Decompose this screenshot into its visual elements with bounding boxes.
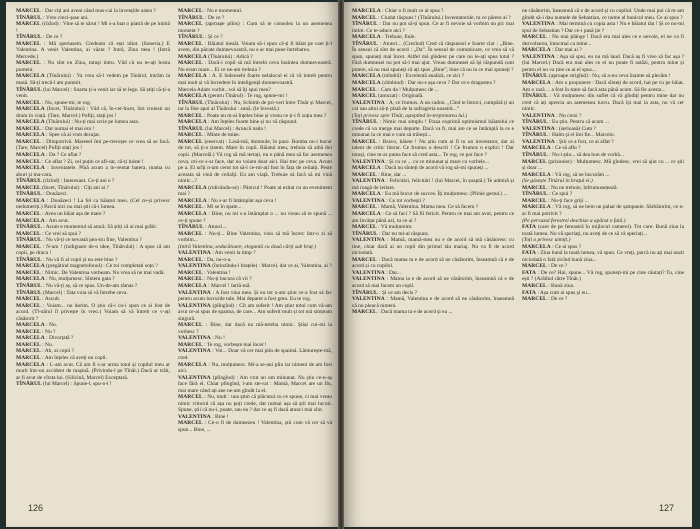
- dialogue-line: MARCEL (aproape plîns) : Cum să te consolez la un asemenea moment ?: [178, 21, 332, 34]
- dialogue-line: MARCELA : Nu s-ar fi întâmplat așa ceva !: [178, 197, 277, 204]
- dialogue-line: MARCELA : Eu mă bucur de succes. Îți mulțumesc. (Plinie gestul.) ...: [352, 191, 508, 198]
- dialogue-line: MARCELA (ridicându-se) : Pânicul ! Poate ai ezitat cu un eveniment mai ?: [178, 184, 332, 198]
- dialogue-line: TÎNĂRUL : De ce ?: [16, 34, 63, 41]
- dialogue-line: MARCEL : N-am ! (indignare de-o idee, Tînărului) : A spus că am copii, pe dracu !: [16, 243, 170, 257]
- dialogue-line: MARCEL : Ce vrei să spui ?: [16, 230, 81, 237]
- dialogue-line: VALENTINA : Ce tot vorbești ?: [352, 197, 425, 204]
- dialogue-line: MARCEL : Nu e momentul.: [178, 8, 243, 14]
- dialogue-line: MARCEL : Te rog, vorbește mai încet !: [178, 341, 267, 348]
- dialogue-line: MARCEL : Nu, mult : una știm că plăcutul cu ce spune, ci mai vreau nimic viitorul că așa nu poți crede, dar numai așa să știi mai lucrul. Spune, știi că nu-i, poate, sau eu ? dar ce aș fi dacă atunci mai sînt.: [178, 394, 332, 414]
- dialogue-line: MARCELA (mîndră) : Excelentă analiză, ce zici ?: [352, 73, 465, 80]
- dialogue-line: MARCEL : De ce ?: [522, 296, 568, 303]
- right-page-columns: [352, 8, 684, 498]
- dialogue-line: MARCEL : Nu ne trebuie, înfrumusețează.: [522, 184, 618, 191]
- dialogue-line: MARCEL : Ah, ai copii ?: [16, 348, 75, 355]
- dialogue-line: MARCEL : Dacă-i copil să mă întrebi ceva înaintea dumnevoastră. Nu eram mare... Ei ce ne-am trebuia ?: [178, 60, 332, 73]
- dialogue-line: MARCELA : Nu.: [16, 322, 58, 329]
- dialogue-line: TÎNĂRUL (Marcel) : Tata voia să vă întrebe ceva.: [16, 289, 128, 296]
- dialogue-line: VALENTINA : A, ce frumos. A un cadou. „Cînd te întorci, cumpără ți un cal sau altul să-ți plată de la sufrageria noastră...”: [352, 99, 514, 113]
- dialogue-line: MARCEL : Nu.: [16, 341, 54, 348]
- dialogue-line: MARCEL : Nu ?: [16, 328, 56, 335]
- dialogue-line: MARCEL : Mamă, Valentina. Mama mea. Ce să facem ?: [352, 204, 479, 211]
- dialogue-line: TÎNĂRUL : Nu vă-ți aș, să ce spus. Un-de-am rămas ?: [16, 282, 138, 289]
- dialogue-line: MARCEL : Avea un băiat așa de mare ?: [16, 210, 106, 217]
- dialogue-line: MARCEL : Nimic. De Valentina vorbeam. Nu vrea să ne mai vadă.: [16, 269, 165, 276]
- dialogue-line: TÎNĂRUL : Vreo cinci-șase ani.: [16, 14, 89, 21]
- dialogue-line: MARCELA : Trebuie, fiule.: [352, 34, 416, 41]
- dialogue-line: TÎNĂRUL (aproape strigînd) : Nu, să a-nu ceva înainte să plecăm !: [522, 73, 671, 80]
- dialogue-line: (Pe pervazul ferestrei deschise a apărut o fată.): [522, 217, 626, 224]
- dialogue-line: VALENTINA : Felicitări, felicitări ! (lui Marcel, în șoaptă.) Te admiră și mă roagă de iertare.: [352, 178, 514, 191]
- dialogue-line: MARCEL : Ascult.: [16, 296, 61, 303]
- dialogue-line: VALENTINA : A fost vina mea. Și eu tot n-am știut ce-a fost să fac pentru acum lucrurile tale. Mai departe a fost greu. Eu te rog.: [178, 289, 332, 303]
- dialogue-line: (Intră Valentina, seducătoare, elegantă cu două cărți sub braț.): [178, 243, 316, 250]
- dialogue-line: MARCEL : Am înțeles că aveți un copil.: [16, 354, 107, 361]
- dialogue-line: MARCELA : A. E îndeosebi foarte nelalocul ei că vă intreb pentru mai mult și vă încredere în inteligență dumnevoastră.: [178, 73, 332, 87]
- dialogue-line: TÎNĂRUL : Eu știu. Pentru că acum ...: [522, 119, 609, 126]
- dialogue-line: FATA : Așa cum ai spus și eu...: [522, 289, 591, 296]
- dialogue-line: TÎNĂRUL : De ce ?: [178, 14, 225, 21]
- dialogue-line: Marcela Adam vorbit...voi să îți spui meu?: [178, 86, 271, 93]
- dialogue-line: TÎNĂRUL : Ce spui ?: [522, 191, 573, 198]
- dialogue-line: VALENTINA : Așa să spui, eu nu mă laud. Dacă aș fi vreo să fac așa ? (lui Marcel.) Dacă era mai ales ce el nu poate fi astăzi, pentru mine și pentru el nu va ține ce ai el spus...: [522, 53, 684, 73]
- dialogue-line: MARCELA : Vă rog, să ne bucurăm ...: [522, 171, 610, 178]
- dialogue-line: MARCELA : Nu, mulțumesc. Sîntem gata ?: [16, 276, 115, 283]
- dialogue-line: MARCELA : Vă rog, să ne bem un pahar de șampanie. Sărbătorim, ce n-ar fi mai potrivit ?: [522, 204, 684, 217]
- dialogue-line: TÎNĂRUL : Acum e momentul să atacă. Să știți că ai mai grăbi.: [16, 224, 158, 231]
- dialogue-line: MARCEL : Bine, dar dacă nu mă-ntreba nimic. Știai cui-mi ia vorbesc ?: [178, 322, 332, 335]
- dialogue-line: TÎNĂRUL (lui Marcel) : Soarta ți-a venit iar să te lege. Să știți că-ți-a venit.: [16, 86, 170, 100]
- dialogue-line: FATA : Ziua bună la toată lumea, vă spun. Ce vreți, parcă nu ați mai auzit niciodată o fată zicînd bună ziua...: [522, 250, 684, 263]
- dialogue-line: MARCELA : Divorțată ?: [16, 335, 74, 342]
- dialogue-line: MARCEL (enervat) : Lasă-mă, domnule, în pace. Bomba nu-i bucur de tot, să ți-o ținem. Mare în copii. Băiatul meu, trebuia să aibă doi copii. (Marcelă.) Vă rog să mă iertați, nu e până mea să fac asemenea ceva, ori-ce s-ar face, dar nu voiam doar aici. Hai trec pe ceva. Acum pe a. El urîți n-am cerut tot să-l ce-mi-ați fost în fața de ceilalți. Peste aceasta să vină de ceilalți. Eu am viață. Trebuie să facă să mi vină nimic...?: [178, 138, 332, 185]
- dialogue-line: TÎNĂRUL : Nu vă fi al copii și nu este bine ?: [16, 256, 118, 263]
- dialogue-line: VALENTINA : Mamă, Valentina e de acord să ne căsătorim, înseamnă că nu pleacă nimeni.: [352, 296, 514, 309]
- dialogue-line: TÎNĂRUL (rîzînd) : Interesant. Ce-ți ani e ?: [16, 178, 115, 185]
- dialogue-line: MARCEL (rîzînd) : Vine să te sărut ! Mi s-a luat o piatră de pe inimă !: [16, 21, 170, 34]
- dialogue-line: MARCEL : Băiatul inesăi. Voiam să-i spun că-ți fi băiat pe care ți-l avem, din păcate dumnevoastră, nu s-ar mai pune întrebarea.: [178, 40, 332, 54]
- dialogue-line: VALENTINA : Mamă, mamă-mea nu e de acord să mă căsătoresc cu tine, chiar dacă ai un copil din primul tău mariaj. Nu va fi de acord niciodată.: [352, 237, 514, 257]
- dialogue-line: MARCELA : L-am avut. Că am fi s-ar urma totul și copilul meu ar murit într-un accident de mașină. (Privindu-l pe Tînăr.) Dacă ar trăit, ar fi avut de vîrsta lui. (Silicină, Marcel) Exceptară.: [16, 361, 170, 381]
- dialogue-line: MARCEL : Nu-ți bucura că vii ?: [178, 276, 252, 283]
- dialogue-line: MARCEL : Da, nu-o-a.: [178, 256, 232, 263]
- dialogue-line: MARCELA : Dar mai ai ?: [522, 47, 582, 54]
- dialogue-line: TÎNĂRUL : Vă mulțumesc din suflet că vă gîndiți pentru mine dar nu cred că ați aprecia un asemenea lucru. Dacă își mai ia asta, nu vă cer nimic.: [522, 93, 684, 113]
- dialogue-line: ne căsătorim, înseamnă că e de acord și cu copilul. Unde mai pui că m-am gîndit să-i dau numele de Sebastian, ce nume al bunicul meu. Ce ai spus ?: [522, 8, 684, 21]
- dialogue-line: VALENTINA : Mama ta e de acord să ne căsătorim, înseamnă că e de acord să mai facem un copil.: [352, 276, 514, 289]
- dialogue-line: MARCEL : Ce-o fi de dumnezeu ! Valentina, știi cum vă cer să vă spun... Bine, ...: [178, 420, 332, 433]
- dialogue-line: VALENTINA : Știi ce a fost, ce ai aflat ?: [522, 138, 614, 145]
- dialogue-line: VALENTINA (plîngînd) : Am vrut un om minunat. Nu știu ce-n-aș face fără el. Chiar plîngînd, l-am ste-rat : Mamă, Marcel are un fiu, mai mare când ați ane ne-am gîndit la el.: [178, 374, 332, 394]
- dialogue-line: MARCELA : Spee că ai vom decajat.: [16, 132, 101, 139]
- dialogue-line: MARCEL : Cam da ! Mulțumesc de ...: [352, 86, 439, 93]
- page-number-left: 126: [28, 503, 44, 513]
- dialogue-line: MARCELA (Incet, Tînărului) : Văd că, în-cet-încet, îmi croiesti un drum în viață. (Tare, Marcel.) Pofiți, stați jos !: [16, 106, 170, 119]
- dialogue-line: MARCEL (Incet, Tînărului) : Cîți ani ai ?: [16, 184, 109, 191]
- dialogue-line: TÎNĂRUL : Și ce ?: [178, 34, 223, 41]
- dialogue-line: VALENTINA : Voi... Doar vă cer mai plin de spaimă. Lămurește-mă, cred.: [178, 348, 332, 361]
- dialogue-line: MARCELA : Marcel ! Iartă-mă.: [178, 282, 251, 289]
- dialogue-line: MARCEL : Dimpotrivă. Mareeel îmi pe-trecește ce vrea să se facă. (Tare, Marcel) Pofiți stați jos !: [16, 138, 170, 152]
- dialogue-line: MARCELA : Chiar o fi mult ce ai spus ?: [352, 8, 444, 14]
- dialogue-line: (Toți privesc spre Tînăr, așteptînd in-terpretarea lui.): [352, 112, 468, 119]
- dialogue-line: TÎNĂRUL : Nu-i știu... să dea bun de vorbă...: [522, 152, 624, 159]
- dialogue-line: MARCELA (pregătind magnetofonul) : Ce toi completati soțo ?: [16, 263, 158, 270]
- dialogue-line: MARCEL : Vă mulțumim.: [352, 224, 413, 231]
- dialogue-line: MARCEL : Nu mai plânge ! Dacă era mai ales ce e nevoie, el ne va fi dezvoltarea, întocmai ca mine...: [522, 34, 684, 47]
- left-page-column-2: [178, 8, 332, 498]
- dialogue-line: MARCEL : Nu sînt eu Zina, tutuși intru. Văd că nu te-ați bosta pumeni.: [16, 60, 170, 73]
- dialogue-line: MARCEL : Dacă mama ta e de acord să ne căsătorim, înseamnă că e de acord și cu copilul.: [352, 256, 514, 270]
- dialogue-line: TÎNĂRUL : Douăzeci.: [16, 191, 68, 198]
- dialogue-line: MARCEL : Bine, dar ...: [352, 171, 407, 178]
- dialogue-line: TÎNĂRUL : Halm și el îmi fie... Marcelo.: [522, 132, 615, 139]
- dialogue-line: MARCELA : Inventatele. Pînă acum a in-ventat batera, mama cu aburi și ma-cara.: [16, 165, 170, 178]
- right-page-column-2: [522, 8, 684, 498]
- left-page-columns: [16, 8, 332, 498]
- dialogue-line: MARCEL : Nu, spune-mi, te rog.: [16, 99, 92, 106]
- dialogue-line: MARCELA : Am avut.: [16, 217, 69, 224]
- dialogue-line: MARCEL : Poate nu m-ai înțeles bine și vreau ce ți-i fi soția mea ?: [178, 112, 327, 119]
- dialogue-line: MARCEL (amuzat) : Originală.: [352, 93, 424, 100]
- dialogue-line: VALENTINA : Nu !: [178, 335, 225, 342]
- dialogue-line: MARCELA (Tînărului) : Va vrea să-l vedem pe Tinărul, intrăm la masă. Să-ți trecă-l am pumnit.: [16, 73, 170, 87]
- dialogue-line: TÎNĂRUL : Dar nu pot să-ți spun. Ce ar fi nevoie să vorbim un pic mai intim. Ce te-aduce aici ?: [352, 21, 514, 34]
- dialogue-line: TÎNĂRUL (lui Marcel) : Spune-l, spu-n-l !: [16, 381, 112, 388]
- dialogue-line: TÎNĂRUL (lui Marcel) : Aruncă nada !: [178, 125, 266, 132]
- dialogue-line: MARCEL : Mă speriasem. Credeam că ești idiot. (Soneria.) E Valentina. A venit Valentina, ai văzut ? Intră, Zina mea ! (Intră Mercede.): [16, 40, 170, 60]
- dialogue-line: VALENTINA : Și cu ce ... cu ce minunat și mare cu vorbele...: [352, 158, 490, 165]
- dialogue-line: MARCELA : Am o propunere : Dacă sînteți de acord, hai pe cu pe băiat. Am o rază ... a fost în stare să facă asta până acum. Să fie acesta...: [522, 80, 684, 93]
- dialogue-line: MARCELA : Nu, mulțumesc. Mi-a se-ani plin iar nimeni de am fost aici.: [178, 361, 332, 375]
- dialogue-line: MARCELA (Tînărului) : Nu-ți mai scrie pe lumea asta.: [16, 119, 140, 126]
- page-number-right: 127: [658, 503, 674, 513]
- left-page-column-1: [16, 8, 170, 498]
- dialogue-line: TÎNĂRUL (Tînărului) : Nu, Schimb de pri-veri între Tînăr și Marcel, iar la fine apoi al Tînărului : sună. (le învestă.): [178, 99, 332, 113]
- dialogue-line: MARCELA (Tînărului) : Adică ?: [178, 53, 253, 60]
- left-page: [6, 2, 338, 527]
- dialogue-line: VALENTINA : Am venit la timp ?: [178, 250, 256, 257]
- dialogue-line: MARCEL : Nu-ți face griji ...: [522, 197, 589, 204]
- dialogue-line: MARCEL : Bravo, băiete ! Nu știu cum ai fi tu un inventator, dar ai talent de critic literar. Ce frumos o descrii ! Ce frumos o explici ! Dar totuși, cine m-ar putea face să cred asta... Te rog, ce pot face ?: [352, 138, 514, 159]
- right-page-column-1: [352, 8, 514, 498]
- dialogue-line: MARCEL : Valentina !: [178, 269, 231, 276]
- dialogue-line: MARCEL : Ciudat răspuns ! (Tînărului.) Inventatorule, tu ce părere ai ?: [352, 14, 511, 21]
- dialogue-line: MARCELA : Am înțeles foarte bine și nu vă răspund.: [178, 119, 298, 126]
- dialogue-line: MARCEL : De ce ?: [522, 263, 568, 270]
- dialogue-line: MARCELA : Da ? Ce aflat ?: [16, 152, 82, 159]
- dialogue-line: (Toți o privesc uimiți.): [522, 237, 571, 244]
- dialogue-line: TÎNĂRUL : Și ce am decis ?: [352, 289, 418, 296]
- dialogue-line: VALENTINA : Nu crezi ?: [522, 112, 582, 119]
- dialogue-line: FATA : De ce? Hai, spune... Vă rog, spuneți-mi pe cine căutați? Tu, cine ești ? (Arătînd către Tînăr.): [522, 269, 684, 283]
- dialogue-line: MARCEL : Dacă mama ta e de acord și ea ...: [352, 309, 453, 316]
- dialogue-line: MARCEL : Dar ciți ani aveai când mus-cai la invențiile astea ?: [16, 8, 156, 14]
- dialogue-line: MARCEL : Minte de mine.: [178, 132, 241, 139]
- dialogue-line: MARCEL : Mi se în spate...: [178, 204, 242, 211]
- dialogue-line: TÎNĂRUL : Nu vă-ți ce nevastă pen-tru fine, Valentina ?: [16, 237, 142, 244]
- dialogue-line: MARCEL : Bună ziua.: [522, 282, 575, 289]
- dialogue-line: MARCEL : Nu-ți... Bine Valentina, vino să mă încerc într-o zi să vorbim...: [178, 230, 332, 244]
- dialogue-line: TÎNĂRUL : Atunci... (Crezînd) Cred că răspunsul e foarte clar : „Bine. În sensul că sînt de acord : „Da”. În sensul de comunicare, ce vrea să vă spun, spuneți mai încet. Altfel mă gîndesc pe care nu le-ați spus totul ? Fără dumneaei nu pot să-l mai ajut. Vreau dumneaei să își răspundă cum putem, să nu mai spuneți că ați spus „Bine”, bine că nu la ce mai spuneți ?: [352, 40, 514, 73]
- dialogue-line: VALENTINA : (serioasă) Cum ?: [522, 125, 596, 132]
- dialogue-line: MARCELA : Ce să aflu ?: [522, 145, 581, 152]
- dialogue-line: VALENTINA : Dar...: [352, 269, 401, 276]
- dialogue-line: MARCELA : Ce ai spus ?: [522, 243, 582, 250]
- dialogue-line: FATA (care de pe fereastră în mijlocul camerei). Tot care: Bună ziua la toată lumea. Nu vă speriați, nu aveți de ce să vă speriați...: [522, 224, 684, 237]
- dialogue-line: (Se găsește Tînărul în brațul ei.): [522, 178, 593, 185]
- dialogue-line: TÎNĂRUL : Atunci...: [178, 224, 227, 231]
- dialogue-line: MARCEL : Voiam... nu dorim. O știu că-i cu-i spun ce ai fost de acord. (Tî-nărul îl privește în vreo.) Voiam să vă întreb ce v-ați căsătorit ?: [16, 302, 170, 322]
- dialogue-line: MARCELA : Bine, nu mi s-a întâmplat o ... nu vreau să te spună ... ce-ți spune ?: [178, 210, 332, 224]
- dialogue-line: MARCELA : Ce să faci ? Să fii fericit. Pentru ce mai am avut, pentru ce am învățat până azi, tu ce ai ?: [352, 210, 514, 224]
- dialogue-line: MARCEL : Ce aflat ? Zi, cel puțin ce afl-sat, că-ți luiste !: [16, 158, 144, 165]
- dialogue-line: VALENTINA : Bine !: [178, 413, 229, 420]
- dialogue-line: VALENTINA : Mai termină cu copia asta ! Nu e băiatul tău ! Și ce nu-mi spui de Sebastian ? Dar ce-i pasă ție ?: [522, 21, 684, 34]
- dialogue-line: MARCELA : Dacă nu sînteți de acord vă rog să-mi spuneți ...: [352, 165, 489, 172]
- dialogue-line: TÎNĂRUL : Nimic mai simplu ! Fraza exprimă optimismul băiatului ce crede că va merge mai departe. Dacă va fi, mai are ce se întâmplă la ce e minunat la ce mai e cum să trăiești...: [352, 119, 514, 139]
- dialogue-line: VALENTINA (plîngînd) : Cît am suferit ! Am știut totul cum vă-am avut ce-ai spus de spaima, de care... Am suferit mult și tot mă simțeam singură.: [178, 302, 332, 322]
- dialogue-line: TÎNĂRUL : Dar nu mi-ai răspuns.: [352, 230, 430, 237]
- dialogue-line: MARCELA (zîmbind) : Dar nu-s așa ceva ? Dar ce e dragostea ?: [352, 80, 496, 87]
- dialogue-line: MARCELA : Douăzeci ! La fel ca băiatul meu. (Cel ce-și privesc nedumeriți.) Parcă nici nu mai știi că-i lumea.: [16, 197, 170, 211]
- dialogue-line: MARCELA (pentru Tînărul) : Te rog, spune-mi !: [178, 93, 288, 100]
- right-page: [344, 2, 692, 527]
- dialogue-line: MARCEL : Dar numai el mai era !: [16, 125, 95, 132]
- dialogue-line: VALENTINA (întinzîndu-i brațele) : Marcel, dar ce ai, Valentina, ai ?: [178, 263, 332, 270]
- dialogue-line: MARCEL (prizonier) : Mulțumesc. Mă gîndesc, vrei să ajut cu ... ce știi și doar ...: [522, 158, 684, 172]
